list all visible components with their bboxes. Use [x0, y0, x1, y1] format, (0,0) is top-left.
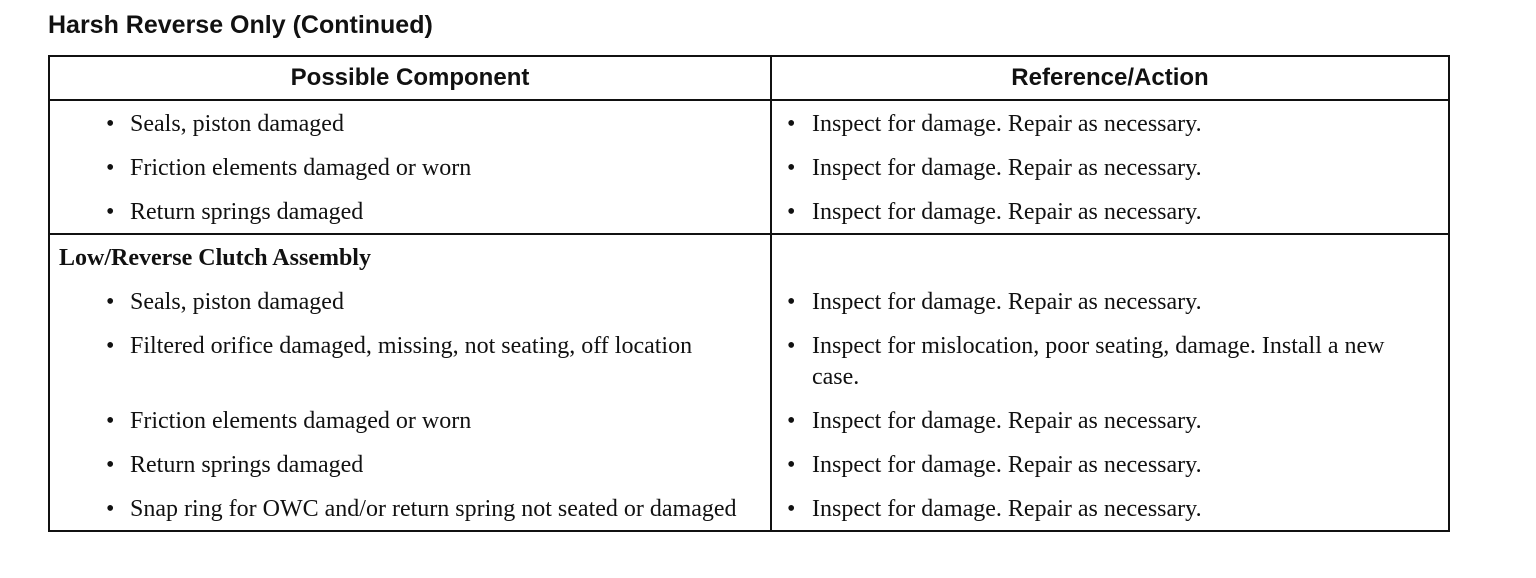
action-text: Inspect for damage. Repair as necessary. — [812, 155, 1202, 181]
action-text: Inspect for damage. Repair as necessary. — [812, 452, 1202, 478]
page-title: Harsh Reverse Only (Continued) — [48, 11, 433, 39]
action-cell — [771, 274, 1449, 318]
section-heading-row — [49, 234, 1449, 274]
action-cell — [771, 100, 1449, 140]
action-text: Inspect for damage. Repair as necessary. — [812, 408, 1202, 434]
component-cell — [49, 437, 771, 481]
table-row — [49, 184, 1449, 234]
bullet-icon: • — [787, 408, 796, 434]
table-row — [49, 274, 1449, 318]
bullet-icon: • — [787, 111, 796, 137]
action-cell — [771, 481, 1449, 531]
bullet-icon: • — [787, 496, 796, 522]
diagnostic-table — [48, 55, 1450, 532]
bullet-icon: • — [106, 111, 115, 137]
bullet-icon: • — [787, 199, 796, 225]
bullet-icon: • — [106, 408, 115, 434]
bullet-icon: • — [787, 155, 796, 181]
component-cell — [49, 481, 771, 531]
action-cell — [771, 140, 1449, 184]
component-cell — [49, 274, 771, 318]
component-cell — [49, 234, 771, 274]
table-row — [49, 140, 1449, 184]
action-text: Inspect for mislocation, poor seating, damage. Install a new case. — [812, 333, 1385, 390]
table-row — [49, 100, 1449, 140]
component-cell — [49, 393, 771, 437]
component-cell — [49, 100, 771, 140]
component-text: Seals, piston damaged — [130, 111, 344, 137]
header-possible-component: Possible Component — [49, 56, 771, 100]
table-row — [49, 393, 1449, 437]
component-text: Seals, piston damaged — [130, 289, 344, 315]
bullet-icon: • — [106, 496, 115, 522]
table-header-row — [49, 56, 1449, 100]
bullet-icon: • — [106, 155, 115, 181]
component-cell — [49, 318, 771, 393]
action-text: Inspect for damage. Repair as necessary. — [812, 199, 1202, 225]
bullet-icon: • — [787, 333, 796, 359]
bullet-icon: • — [106, 333, 115, 359]
action-cell — [771, 393, 1449, 437]
component-cell — [49, 184, 771, 234]
bullet-icon: • — [787, 452, 796, 478]
component-text: Friction elements damaged or worn — [130, 408, 472, 434]
action-cell — [771, 184, 1449, 234]
section-heading: Low/Reverse Clutch Assembly — [59, 245, 371, 271]
action-cell — [771, 437, 1449, 481]
component-text: Filtered orifice damaged, missing, not seating, off location — [130, 333, 693, 359]
table-row — [49, 481, 1449, 531]
component-text: Return springs damaged — [130, 452, 364, 478]
component-text: Friction elements damaged or worn — [130, 155, 472, 181]
table-row — [49, 437, 1449, 481]
bullet-icon: • — [106, 199, 115, 225]
action-text: Inspect for damage. Repair as necessary. — [812, 289, 1202, 315]
component-text: Return springs damaged — [130, 199, 364, 225]
component-cell — [49, 140, 771, 184]
bullet-icon: • — [787, 289, 796, 315]
bullet-icon: • — [106, 289, 115, 315]
table-row — [49, 318, 1449, 393]
action-text: Inspect for damage. Repair as necessary. — [812, 111, 1202, 137]
bullet-icon: • — [106, 452, 115, 478]
component-text: Snap ring for OWC and/or return spring not seated or damaged — [130, 496, 737, 522]
action-cell — [771, 234, 1449, 274]
header-reference-action: Reference/Action — [771, 56, 1449, 100]
action-cell — [771, 318, 1449, 393]
action-text: Inspect for damage. Repair as necessary. — [812, 496, 1202, 522]
